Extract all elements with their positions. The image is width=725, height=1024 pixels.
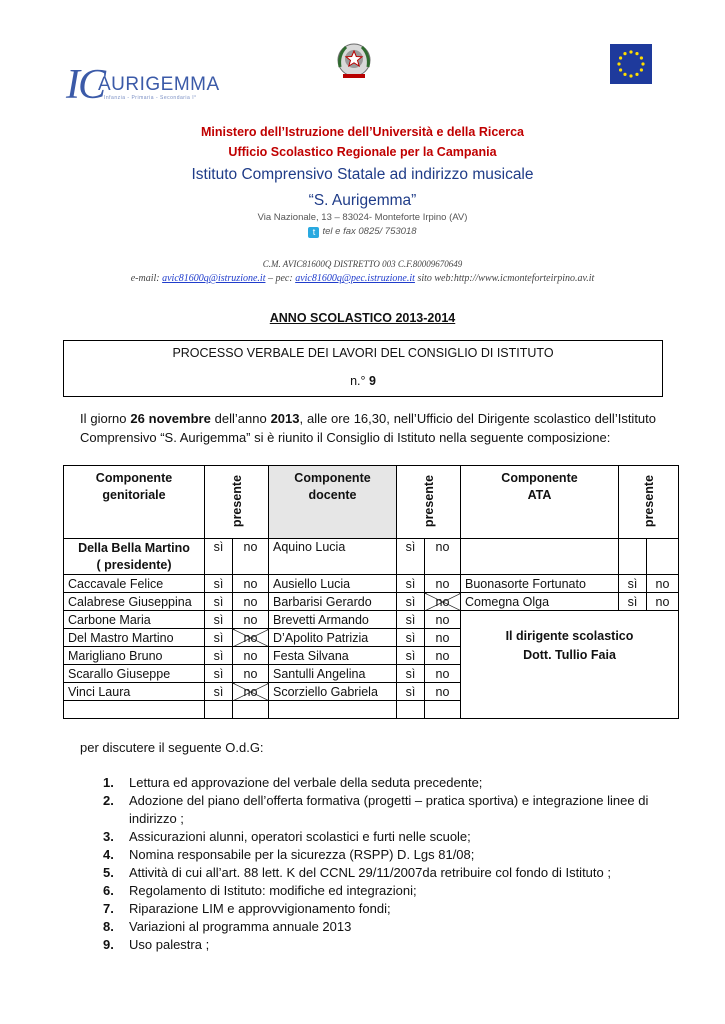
verbale-title: PROCESSO VERBALE DEI LAVORI DEL CONSIGLIO DI ISTITUTO: [172, 346, 554, 360]
member-docente: Barbarisi Gerardo: [269, 593, 397, 611]
doc-si: sì: [397, 665, 425, 683]
doc-no: no: [425, 647, 461, 665]
email-link[interactable]: avic81600q@istruzione.it: [162, 273, 266, 284]
school-logo: [66, 62, 220, 108]
contact-line: [0, 273, 725, 284]
doc-no: no: [425, 575, 461, 593]
table-row: [64, 593, 679, 611]
member-genitore: Vinci Laura: [64, 683, 205, 701]
odg-item-number: 6.: [103, 883, 114, 898]
verbale-number: 9: [368, 374, 376, 388]
doc-no: no: [425, 665, 461, 683]
odg-item: [103, 828, 663, 846]
dirigente-name: Dott. Tullio Faia: [523, 648, 616, 662]
odg-item-text: Riparazione LIM e approvvigionamento fondi;: [129, 901, 391, 916]
gen-no: no: [233, 665, 269, 683]
member-docente: Brevetti Armando: [269, 611, 397, 629]
odg-item-number: 2.: [103, 793, 114, 808]
phone-icon: t: [308, 227, 319, 238]
doc-no: no: [425, 539, 461, 575]
school-name: “S. Aurigemma”: [308, 192, 417, 209]
header-presente-ata: presente: [619, 466, 679, 539]
ministry-title: Ministero dell’Istruzione dell’Università e della Ricerca: [200, 125, 525, 139]
verbale-number-label: n.°: [350, 374, 369, 388]
gen-si: sì: [205, 593, 233, 611]
intro-part-3: , alle ore 16,30, nell’Ufficio del Dirigente scolastico dell’Istituto Comprensivo “S. Aurigemma” si è riunito il Consiglio di Istituto nella seguente composizione:: [80, 411, 656, 445]
odg-item: [103, 918, 663, 936]
intro-paragraph: [80, 409, 656, 447]
gen-no-crossed: no: [233, 629, 269, 647]
member-ata-empty: [461, 539, 619, 575]
ata-si-empty: [619, 539, 647, 575]
table-row: [64, 611, 679, 629]
gen-no: no: [233, 539, 269, 575]
school-codes: C.M. AVIC81600Q DISTRETTO 003 C.F.80009670649: [262, 259, 463, 269]
website-text: sito web:http://www.icmonteforteirpino.av.it: [414, 273, 595, 284]
doc-si: sì: [397, 611, 425, 629]
odg-item: [103, 936, 663, 954]
intro-part-1: Il giorno: [80, 411, 131, 426]
odg-item: [103, 882, 663, 900]
pec-link[interactable]: avic81600q@pec.istruzione.it: [295, 273, 415, 284]
table-row: [64, 575, 679, 593]
odg-item-number: 1.: [103, 775, 114, 790]
school-phone-line: [0, 226, 725, 238]
odg-item-text: Adozione del piano dell’offerta formativa (progetti – pratica sportiva) e integrazione linee di indirizzo ;: [129, 793, 649, 826]
odg-item-text: Nomina responsabile per la sicurezza (RSPP) D. Lgs 81/08;: [129, 847, 475, 862]
dirigente-cell: [461, 611, 679, 719]
member-genitore: Scarallo Giuseppe: [64, 665, 205, 683]
odg-item-text: Attività di cui all’art. 88 lett. K del CCNL 29/11/2007da retribuire col fondo di Istituto ;: [129, 865, 611, 880]
member-docente: Scorziello Gabriela: [269, 683, 397, 701]
odg-item: [103, 846, 663, 864]
member-docente: Aquino Lucia: [269, 539, 397, 575]
ata-no: no: [647, 575, 679, 593]
odg-item-text: Uso palestra ;: [129, 937, 210, 952]
table-row: [64, 539, 679, 575]
doc-si: sì: [397, 593, 425, 611]
ata-no-empty: [647, 539, 679, 575]
verbale-box: [63, 340, 663, 397]
verbale-number-line: [64, 374, 662, 388]
odg-item-number: 4.: [103, 847, 114, 862]
council-composition-table: [63, 465, 679, 719]
email-label: e-mail:: [130, 273, 163, 284]
meeting-date: 26 novembre: [130, 411, 211, 426]
member-ata: Buonasorte Fortunato: [461, 575, 619, 593]
odg-item: [103, 792, 663, 828]
member-genitore: Carbone Maria: [64, 611, 205, 629]
doc-si: sì: [397, 539, 425, 575]
school-phone: tel e fax 0825/ 753018: [322, 226, 417, 237]
odg-item: [103, 774, 663, 792]
logo-ic-text: IC: [66, 62, 104, 108]
header-presente-gen: presente: [205, 466, 269, 539]
logo-tagline: Infanzia - Primaria - Secondaria I°: [104, 95, 197, 101]
odg-item-text: Assicurazioni alunni, operatori scolastici e furti nelle scuole;: [129, 829, 471, 844]
gen-no: no: [233, 611, 269, 629]
odg-item: [103, 864, 663, 882]
doc-si: sì: [397, 683, 425, 701]
member-ata: Comegna Olga: [461, 593, 619, 611]
odg-item-text: Regolamento di Istituto: modifiche ed integrazioni;: [129, 883, 417, 898]
header-ata: Componente ATA: [461, 466, 619, 539]
odg-item-number: 7.: [103, 901, 114, 916]
ata-no: no: [647, 593, 679, 611]
meeting-year: 2013: [270, 411, 300, 426]
header-docente: Componente docente: [269, 466, 397, 539]
doc-si: sì: [397, 647, 425, 665]
gen-si: sì: [205, 647, 233, 665]
gen-si: sì: [205, 629, 233, 647]
member-docente: Santulli Angelina: [269, 665, 397, 683]
school-address: Via Nazionale, 13 – 83024- Monteforte Irpino (AV): [257, 212, 468, 223]
odg-intro: per discutere il seguente O.d.G:: [80, 740, 264, 755]
pec-label: – pec:: [265, 273, 296, 284]
gen-si: sì: [205, 575, 233, 593]
member-docente: D’Apolito Patrizia: [269, 629, 397, 647]
odg-item-number: 9.: [103, 937, 114, 952]
header-genitoriale: Componente genitoriale: [64, 466, 205, 539]
gen-si: sì: [205, 611, 233, 629]
member-genitore: Del Mastro Martino: [64, 629, 205, 647]
doc-si: sì: [397, 629, 425, 647]
member-genitore: Calabrese Giuseppina: [64, 593, 205, 611]
school-year-title: ANNO SCOLASTICO 2013-2014: [269, 311, 456, 325]
odg-item-number: 5.: [103, 865, 114, 880]
gen-no-crossed: no: [233, 683, 269, 701]
intro-part-2: dell’anno: [210, 411, 271, 426]
member-docente: Festa Silvana: [269, 647, 397, 665]
member-genitore: Della Bella Martino ( presidente): [64, 539, 205, 575]
doc-no-crossed: no: [425, 593, 461, 611]
gen-si: sì: [205, 665, 233, 683]
table-header-row: [64, 466, 679, 539]
eu-flag-icon: [610, 44, 652, 84]
logo-name-text: AURIGEMMA: [98, 74, 220, 95]
member-docente: Ausiello Lucia: [269, 575, 397, 593]
regional-office-title: Ufficio Scolastico Regionale per la Campania: [228, 145, 497, 159]
institute-title: Istituto Comprensivo Statale ad indirizzo musicale: [191, 166, 534, 183]
odg-list: [103, 774, 663, 954]
doc-no: no: [425, 683, 461, 701]
gen-no: no: [233, 647, 269, 665]
odg-item-number: 8.: [103, 919, 114, 934]
italian-republic-emblem-icon: [336, 41, 372, 81]
gen-si: sì: [205, 683, 233, 701]
dirigente-title: Il dirigente scolastico: [505, 629, 634, 643]
gen-si: sì: [205, 539, 233, 575]
member-genitore: Marigliano Bruno: [64, 647, 205, 665]
doc-si: sì: [397, 575, 425, 593]
odg-item: [103, 900, 663, 918]
ata-si: sì: [619, 575, 647, 593]
header-presente-doc: presente: [397, 466, 461, 539]
gen-no: no: [233, 593, 269, 611]
odg-item-text: Variazioni al programma annuale 2013: [129, 919, 352, 934]
odg-item-text: Lettura ed approvazione del verbale della seduta precedente;: [129, 775, 483, 790]
gen-no: no: [233, 575, 269, 593]
doc-no: no: [425, 629, 461, 647]
doc-no: no: [425, 611, 461, 629]
ata-si: sì: [619, 593, 647, 611]
member-genitore: Caccavale Felice: [64, 575, 205, 593]
odg-item-number: 3.: [103, 829, 114, 844]
